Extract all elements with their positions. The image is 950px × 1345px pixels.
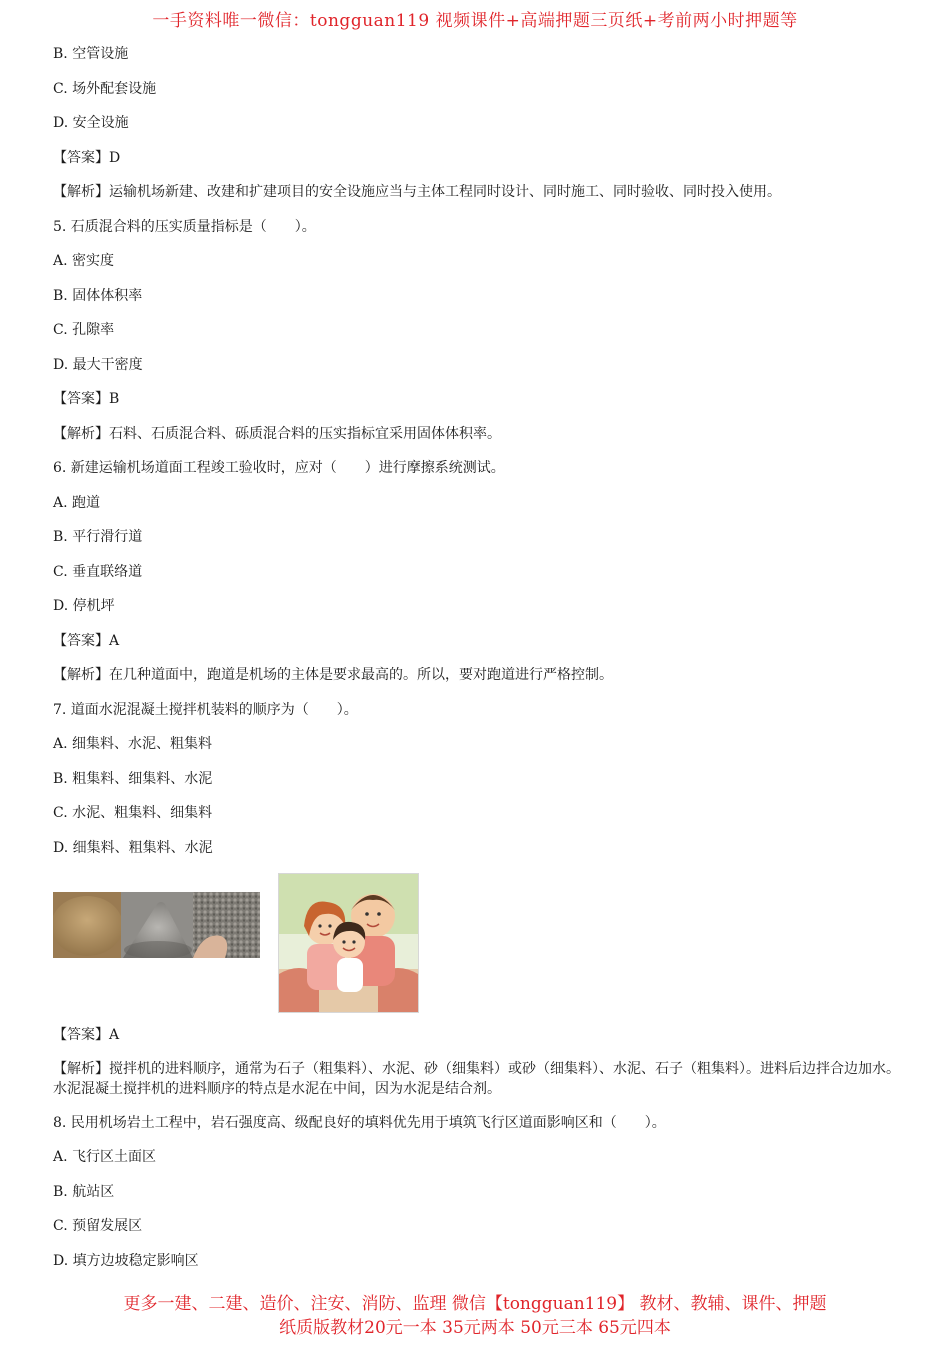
- answer-q4: 【答案】D: [53, 150, 121, 166]
- family-illustration: [278, 873, 419, 1013]
- option-b-q4: B. 空管设施: [53, 46, 129, 62]
- option-c-q5: C. 孔隙率: [53, 322, 115, 338]
- question-7: 7. 道面水泥混凝土搅拌机装料的顺序为（ ）。: [53, 702, 358, 718]
- top-banner: 一手资料唯一微信：tongguan119 视频课件+高端押题三页纸+考前两小时押题等: [152, 11, 798, 31]
- option-c-q4: C. 场外配套设施: [53, 81, 157, 97]
- option-a-q7: A. 细集料、水泥、粗集料: [53, 736, 213, 752]
- option-c-q8: C. 预留发展区: [53, 1218, 143, 1234]
- question-6: 6. 新建运输机场道面工程竣工验收时，应对（ ）进行摩擦系统测试。: [53, 460, 505, 476]
- footer-line-2: 纸质版教材20元一本 35元两本 50元三本 65元四本: [279, 1318, 671, 1338]
- option-d-q7: D. 细集料、粗集料、水泥: [53, 840, 213, 856]
- option-a-q6: A. 跑道: [53, 495, 101, 511]
- option-d-q4: D. 安全设施: [53, 115, 129, 131]
- option-b-q5: B. 固体体积率: [53, 288, 143, 304]
- answer-q7: 【答案】A: [53, 1027, 120, 1043]
- analysis-q7: 【解析】搅拌机的进料顺序，通常为石子（粗集料）、水泥、砂（细集料）或砂（细集料）、水泥、石子（粗集料）。进料后边拌合边加水。水泥混凝土搅拌机的进料顺序的特点是水泥在中间，因为水泥是结合剂。: [53, 1061, 900, 1097]
- analysis-q6: 【解析】在几种道面中，跑道是机场的主体是要求最高的。所以，要对跑道进行严格控制。: [53, 667, 613, 683]
- option-b-q6: B. 平行滑行道: [53, 529, 143, 545]
- footer-line-1: 更多一建、二建、造价、注安、消防、监理 微信【tongguan119】 教材、教辅、课件、押题: [123, 1294, 827, 1314]
- option-d-q5: D. 最大干密度: [53, 357, 143, 373]
- question-5: 5. 石质混合料的压实质量指标是（ ）。: [53, 219, 316, 235]
- analysis-q5: 【解析】石料、石质混合料、砾质混合料的压实指标宜采用固体体积率。: [53, 426, 501, 442]
- question-8: 8. 民用机场岩土工程中，岩石强度高、级配良好的填料优先用于填筑飞行区道面影响区和（ ）。: [53, 1115, 666, 1131]
- option-a-q8: A. 飞行区土面区: [53, 1149, 157, 1165]
- analysis-q4: 【解析】运输机场新建、改建和扩建项目的安全设施应当与主体工程同时设计、同时施工、同时验收、同时投入使用。: [53, 184, 781, 200]
- option-c-q7: C. 水泥、粗集料、细集料: [53, 805, 213, 821]
- option-b-q7: B. 粗集料、细集料、水泥: [53, 771, 213, 787]
- option-a-q5: A. 密实度: [53, 253, 115, 269]
- option-d-q6: D. 停机坪: [53, 598, 115, 614]
- answer-q5: 【答案】B: [53, 391, 120, 407]
- answer-q6: 【答案】A: [53, 633, 120, 649]
- option-d-q8: D. 填方边坡稳定影响区: [53, 1253, 199, 1269]
- option-c-q6: C. 垂直联络道: [53, 564, 143, 580]
- aggregates-photo: [53, 892, 260, 958]
- option-b-q8: B. 航站区: [53, 1184, 115, 1200]
